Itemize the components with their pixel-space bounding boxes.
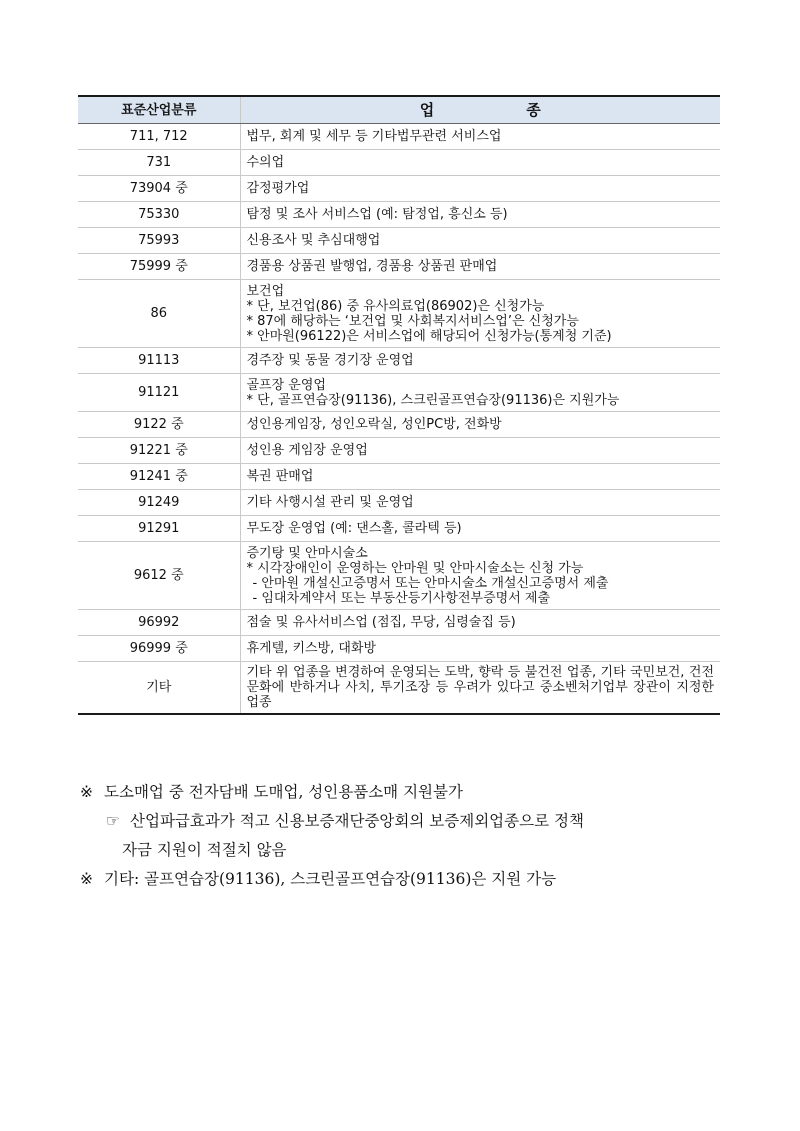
industry-description-cell (240, 348, 720, 374)
restricted-industry-table (78, 95, 720, 715)
table-row (78, 202, 720, 228)
reference-mark: ※ (80, 870, 93, 888)
industry-description-cell (240, 280, 720, 348)
description-line: 경주장 및 동물 경기장 운영업 (246, 353, 414, 368)
industry-description-cell (240, 202, 720, 228)
industry-description-cell (240, 490, 720, 516)
footnote-2-continued (80, 836, 720, 865)
description-line: 증기탕 및 안마시술소 (246, 545, 368, 561)
industry-code-cell: 91241 중 (78, 464, 240, 490)
table-row (78, 176, 720, 202)
industry-code-cell: 9122 중 (78, 412, 240, 438)
table-row (78, 636, 720, 662)
header-industry (240, 96, 720, 124)
description-line: * 안마원(96122)은 서비스업에 해당되어 신청가능(통계청 기준) (246, 328, 612, 344)
footnote-2-text-line1: 산업파급효과가 적고 신용보증재단중앙회의 보증제외업종으로 정책 (130, 812, 584, 830)
table-row (78, 542, 720, 610)
industry-description-cell (240, 542, 720, 610)
header-industry-part2: 종 (526, 100, 541, 119)
industry-code-cell: 기타 (78, 662, 240, 715)
description-line: 무도장 운영업 (예: 댄스홀, 콜라텍 등) (246, 521, 462, 536)
description-line: 수의업 (246, 155, 285, 170)
description-line: 신용조사 및 추심대행업 (246, 233, 381, 248)
table-row (78, 348, 720, 374)
industry-description-cell (240, 610, 720, 636)
reference-mark: ※ (80, 783, 93, 801)
description-line: 보건업 (246, 283, 285, 299)
industry-description-cell (240, 636, 720, 662)
industry-description-cell (240, 464, 720, 490)
description-line: 성인용게임장, 성인오락실, 성인PC방, 전화방 (246, 417, 502, 432)
industry-code-cell: 711, 712 (78, 124, 240, 150)
table-row (78, 228, 720, 254)
table-row (78, 438, 720, 464)
industry-code-cell: 9612 중 (78, 542, 240, 610)
table-row (78, 516, 720, 542)
industry-code-cell: 96992 (78, 610, 240, 636)
industry-code-cell: 75993 (78, 228, 240, 254)
industry-description-cell (240, 438, 720, 464)
description-line: 점술 및 유사서비스업 (점집, 무당, 심령술집 등) (246, 615, 516, 630)
table-body (78, 124, 720, 715)
table-row (78, 412, 720, 438)
industry-code-cell: 91291 (78, 516, 240, 542)
description-line: 법무, 회계 및 세무 등 기타법무관련 서비스업 (246, 129, 502, 144)
footnote-2-text-line2: 자금 지원이 적절치 않음 (122, 841, 287, 859)
header-code: 표준산업분류 (78, 96, 240, 124)
industry-code-cell: 731 (78, 150, 240, 176)
industry-description-cell (240, 150, 720, 176)
footnote-3-text: 기타: 골프연습장(91136), 스크린골프연습장(91136)은 지원 가능 (104, 870, 557, 888)
table-row (78, 374, 720, 412)
description-line: * 시각장애인이 운영하는 안마원 및 안마시술소는 신청 가능 (246, 560, 584, 576)
description-line: 휴게텔, 키스방, 대화방 (246, 641, 377, 656)
industry-code-cell: 91113 (78, 348, 240, 374)
description-line: 골프장 운영업 (246, 377, 326, 393)
industry-code-cell: 91221 중 (78, 438, 240, 464)
description-line: 성인용 게임장 운영업 (246, 443, 368, 458)
description-line: * 87에 해당하는 ‘보건업 및 사회복지서비스업’은 신청가능 (246, 313, 579, 329)
description-line: - 안마원 개설신고증명서 또는 안마시술소 개설신고증명서 제출 (252, 575, 609, 591)
industry-description-cell (240, 516, 720, 542)
table-row (78, 464, 720, 490)
description-line: 탐정 및 조사 서비스업 (예: 탐정업, 흥신소 등) (246, 207, 508, 222)
description-line: 경품용 상품권 발행업, 경품용 상품권 판매업 (246, 259, 498, 274)
table-row (78, 254, 720, 280)
industry-code-cell: 86 (78, 280, 240, 348)
industry-code-cell: 91249 (78, 490, 240, 516)
footnote-3 (80, 865, 720, 894)
table-row (78, 490, 720, 516)
industry-description-cell (240, 124, 720, 150)
description-line: - 임대차계약서 또는 부동산등기사항전부증명서 제출 (252, 590, 550, 606)
industry-description-cell (240, 228, 720, 254)
industry-code-cell: 91121 (78, 374, 240, 412)
description-line: 기타 사행시설 관리 및 운영업 (246, 495, 414, 510)
table-row (78, 150, 720, 176)
industry-description-cell (240, 662, 720, 715)
industry-code-cell: 96999 중 (78, 636, 240, 662)
table-row (78, 610, 720, 636)
footnotes (80, 778, 720, 894)
footnote-2 (80, 807, 720, 836)
industry-description-cell (240, 254, 720, 280)
table-row (78, 124, 720, 150)
table-header-row (78, 96, 720, 124)
description-line: 감정평가업 (246, 181, 310, 196)
industry-description-cell (240, 176, 720, 202)
header-industry-part1: 업 (419, 100, 435, 119)
footnote-1-text: 도소매업 중 전자담배 도매업, 성인용품소매 지원불가 (104, 783, 463, 801)
industry-code-cell: 75330 (78, 202, 240, 228)
restricted-industry-table-container (78, 95, 720, 715)
industry-code-cell: 73904 중 (78, 176, 240, 202)
industry-code-cell: 75999 중 (78, 254, 240, 280)
description-line: * 단, 보건업(86) 중 유사의료업(86902)은 신청가능 (246, 298, 545, 314)
table-row (78, 280, 720, 348)
footnote-1 (80, 778, 720, 807)
description-line: * 단, 골프연습장(91136), 스크린골프연습장(91136)은 지원가능 (246, 392, 620, 408)
description-paragraph: 기타 위 업종을 변경하여 운영되는 도박, 향락 등 불건전 업종, 기타 국민보건, 건전문화에 반하거나 사치, 투기조장 등 우려가 있다고 중소벤처기업부 장관이 지정한 업종 (246, 665, 714, 710)
table-row (78, 662, 720, 715)
industry-description-cell (240, 412, 720, 438)
industry-description-cell (240, 374, 720, 412)
description-line: 복권 판매업 (246, 469, 314, 484)
pointing-hand-icon: ☞ (106, 812, 120, 830)
